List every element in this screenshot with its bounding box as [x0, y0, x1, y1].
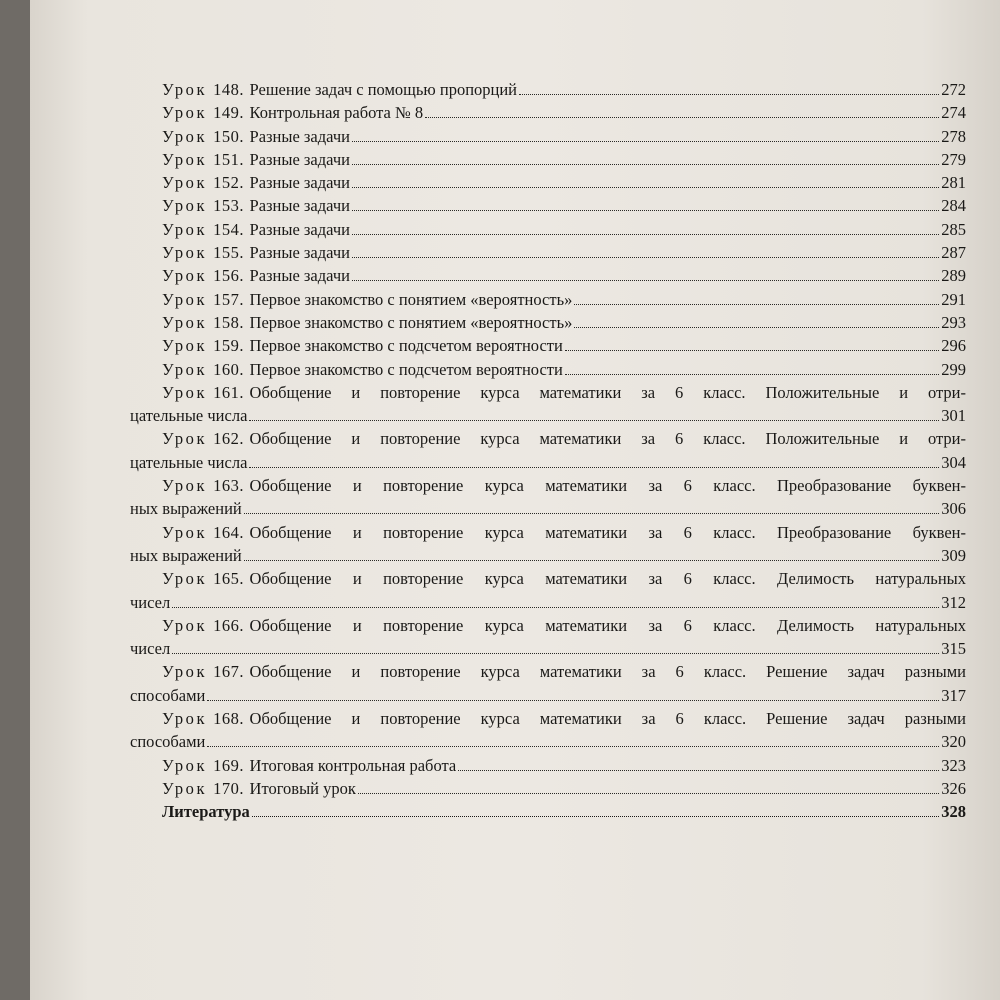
lesson-title: Первое знакомство с подсчетом вероятности — [249, 336, 563, 356]
toc-entry-line: Урок 170 . Итоговый урок 326 — [130, 777, 966, 800]
literature-entry — [130, 800, 966, 823]
toc-entry-line: Урок 165 . Обобщение и повторение курса математики за 6 класс. Делимость натуральных — [130, 567, 966, 590]
lesson-number: 157 — [213, 289, 240, 309]
lesson-number: 165 — [213, 569, 240, 589]
toc-entry-line: Урок 148 . Решение задач с помощью пропорций 272 — [130, 78, 966, 101]
toc-entry-line: Урок 155 . Разные задачи 287 — [130, 241, 966, 264]
dot-leader — [565, 349, 939, 351]
lesson-label: Урок — [162, 289, 208, 309]
lesson-title: Обобщение и повторение курса математики за 6 класс. Преобразование буквен- — [249, 476, 966, 496]
toc-entry — [130, 241, 966, 264]
toc-entry-line — [130, 591, 966, 614]
dot-leader — [352, 140, 939, 142]
page-number: 279 — [941, 149, 966, 169]
toc-entry — [130, 660, 966, 707]
toc-entry — [130, 125, 966, 148]
lesson-label: Урок — [162, 522, 208, 542]
toc-entry — [130, 334, 966, 357]
page-number: 278 — [941, 126, 966, 146]
page-number: 272 — [941, 80, 966, 99]
toc-entry — [130, 288, 966, 311]
toc-entry-line: Урок 157 . Первое знакомство с понятием «вероятность» 291 — [130, 288, 966, 311]
lesson-label: Урок — [162, 569, 208, 589]
lesson-title-continued: цательные числа — [130, 452, 248, 472]
toc-entry — [130, 171, 966, 194]
page-number: 281 — [941, 173, 966, 193]
lesson-number: 151 — [213, 149, 240, 169]
lesson-title: Разные задачи — [249, 219, 350, 239]
lesson-title-continued: чисел — [130, 639, 171, 659]
toc-entry — [130, 381, 966, 428]
lesson-title: Обобщение и повторение курса математики за 6 класс. Делимость натуральных — [249, 615, 966, 635]
lesson-label: Урок — [162, 755, 208, 775]
toc-entry-line: Урок 169 . Итоговая контрольная работа 323 — [130, 754, 966, 777]
toc-entry-line: Урок 167 . Обобщение и повторение курса математики за 6 класс. Решение задач разными — [130, 660, 966, 683]
lesson-title: Обобщение и повторение курса математики за 6 класс. Делимость натуральных — [249, 569, 966, 589]
toc-entry-line: Урок 162 . Обобщение и повторение курса математики за 6 класс. Положительные и отри- — [130, 427, 966, 450]
page-number: 301 — [941, 406, 966, 426]
lesson-title-continued: чисел — [130, 592, 171, 612]
lesson-number: 163 — [213, 476, 240, 496]
lesson-title-continued: способами — [130, 685, 206, 705]
lesson-title-continued: ных выражений — [130, 499, 242, 519]
lesson-title: Разные задачи — [249, 196, 350, 216]
book-page — [30, 0, 1000, 1000]
toc-entry-line: Урок 166 . Обобщение и повторение курса математики за 6 класс. Делимость натуральных — [130, 614, 966, 637]
lesson-label: Урок — [162, 173, 208, 193]
toc-entry — [130, 754, 966, 777]
dot-leader — [458, 769, 939, 771]
page-number: 274 — [941, 103, 966, 123]
lesson-label: Урок — [162, 709, 208, 729]
lesson-label: Урок — [162, 103, 208, 123]
lesson-number: 153 — [213, 196, 240, 216]
page-number: 312 — [941, 592, 966, 612]
toc-entry — [130, 264, 966, 287]
lesson-title: Разные задачи — [249, 126, 350, 146]
page-number: 299 — [941, 359, 966, 379]
lesson-title: Обобщение и повторение курса математики за 6 класс. Решение задач разными — [249, 709, 966, 729]
toc-entry — [130, 474, 966, 521]
lesson-label: Урок — [162, 615, 208, 635]
page-number: 289 — [941, 266, 966, 286]
toc-entry — [130, 567, 966, 614]
dot-leader — [249, 419, 939, 421]
dot-leader — [352, 209, 939, 211]
lesson-number: 156 — [213, 266, 240, 286]
toc-entry-line — [130, 544, 966, 567]
toc-entry — [130, 521, 966, 568]
page-number: 317 — [941, 685, 966, 705]
dot-leader — [519, 93, 939, 95]
lesson-title: Решение задач с помощью пропорций — [249, 80, 518, 99]
dot-leader — [207, 699, 939, 701]
dot-leader — [352, 233, 939, 235]
toc-entry-line: Урок 150 . Разные задачи 278 — [130, 125, 966, 148]
lesson-title: Разные задачи — [249, 243, 350, 263]
toc-entry-line — [130, 730, 966, 753]
lesson-label: Урок — [162, 778, 208, 798]
lesson-title: Разные задачи — [249, 266, 350, 286]
lesson-title-continued: ных выражений — [130, 545, 242, 565]
lesson-title: Обобщение и повторение курса математики за 6 класс. Положительные и отри- — [249, 382, 966, 402]
toc-entry — [130, 101, 966, 124]
lesson-label: Урок — [162, 312, 208, 332]
toc-entry — [130, 194, 966, 217]
toc-entry — [130, 311, 966, 334]
lesson-label: Урок — [162, 382, 208, 402]
lesson-title: Обобщение и повторение курса математики за 6 класс. Решение задач разными — [249, 662, 966, 682]
toc-entry-line: Урок 153 . Разные задачи 284 — [130, 194, 966, 217]
lesson-label: Урок — [162, 662, 208, 682]
lesson-title-continued: способами — [130, 732, 206, 752]
toc-entry-line — [130, 497, 966, 520]
toc-entry-line: Урок 159 . Первое знакомство с подсчетом вероятности 296 — [130, 334, 966, 357]
lesson-number: 152 — [213, 173, 240, 193]
page-number: 309 — [941, 545, 966, 565]
dot-leader — [249, 466, 939, 468]
toc-entry-line: Урок 164 . Обобщение и повторение курса математики за 6 класс. Преобразование буквен- — [130, 521, 966, 544]
page-number: 293 — [941, 312, 966, 332]
page-number: 284 — [941, 196, 966, 216]
toc-entry-line: Урок 163 . Обобщение и повторение курса математики за 6 класс. Преобразование буквен- — [130, 474, 966, 497]
toc-entry — [130, 614, 966, 661]
lesson-title: Итоговый урок — [249, 778, 356, 798]
lesson-label: Урок — [162, 149, 208, 169]
lesson-number: 168 — [213, 709, 240, 729]
page-number: 323 — [941, 755, 966, 775]
dot-leader — [358, 792, 939, 794]
toc-entry-line: Урок 152 . Разные задачи 281 — [130, 171, 966, 194]
lesson-number: 170 — [213, 778, 240, 798]
toc-entry-line — [130, 451, 966, 474]
dot-leader — [565, 373, 939, 375]
dot-leader — [574, 303, 939, 305]
toc-entry-line — [130, 637, 966, 660]
lesson-number: 161 — [213, 382, 240, 402]
lesson-label: Урок — [162, 126, 208, 146]
lesson-title: Обобщение и повторение курса математики за 6 класс. Преобразование буквен- — [249, 522, 966, 542]
dot-leader — [172, 606, 939, 608]
lesson-number: 162 — [213, 429, 240, 449]
page-number: 328 — [941, 802, 966, 822]
lesson-number: 158 — [213, 312, 240, 332]
toc-entry — [130, 707, 966, 754]
lesson-title: Первое знакомство с понятием «вероятность» — [249, 289, 573, 309]
page-number: 296 — [941, 336, 966, 356]
dot-leader — [244, 512, 940, 514]
dot-leader — [574, 326, 939, 328]
lesson-label: Урок — [162, 359, 208, 379]
lesson-title: Разные задачи — [249, 173, 350, 193]
literature-title: Литература — [162, 802, 250, 822]
lesson-label: Урок — [162, 196, 208, 216]
lesson-label: Урок — [162, 266, 208, 286]
lesson-number: 164 — [213, 522, 240, 542]
toc-entry — [130, 777, 966, 800]
toc-entry-line — [130, 404, 966, 427]
page-number: 306 — [941, 499, 966, 519]
lesson-title: Первое знакомство с подсчетом вероятности — [249, 359, 563, 379]
toc-entry-line: Урок 168 . Обобщение и повторение курса математики за 6 класс. Решение задач разными — [130, 707, 966, 730]
toc-entry — [130, 358, 966, 381]
lesson-number: 154 — [213, 219, 240, 239]
lesson-number: 155 — [213, 243, 240, 263]
toc-entry — [130, 78, 966, 101]
page-number: 326 — [941, 778, 966, 798]
toc-entry-line — [130, 684, 966, 707]
toc-entry-line: Урок 156 . Разные задачи 289 — [130, 264, 966, 287]
page-number: 291 — [941, 289, 966, 309]
lesson-label: Урок — [162, 336, 208, 356]
lesson-number: 159 — [213, 336, 240, 356]
lesson-title: Итоговая контрольная работа — [249, 755, 457, 775]
toc-entry — [130, 148, 966, 171]
lesson-label: Урок — [162, 80, 208, 99]
lesson-label: Урок — [162, 243, 208, 263]
dot-leader — [352, 279, 939, 281]
lesson-number: 166 — [213, 615, 240, 635]
page-number: 320 — [941, 732, 966, 752]
dot-leader — [352, 256, 939, 258]
lesson-title: Первое знакомство с понятием «вероятность» — [249, 312, 573, 332]
lesson-number: 167 — [213, 662, 240, 682]
lesson-title: Контрольная работа № 8 — [249, 103, 424, 123]
lesson-label: Урок — [162, 429, 208, 449]
page-number: 304 — [941, 452, 966, 472]
lesson-number: 160 — [213, 359, 240, 379]
dot-leader — [207, 745, 939, 747]
toc-entry-line: Урок 160 . Первое знакомство с подсчетом вероятности 299 — [130, 358, 966, 381]
lesson-label: Урок — [162, 219, 208, 239]
dot-leader — [244, 559, 940, 561]
page-number: 287 — [941, 243, 966, 263]
lesson-number: 148 — [213, 80, 240, 99]
toc-entry-line: Урок 149 . Контрольная работа № 8 274 — [130, 101, 966, 124]
page-number: 315 — [941, 639, 966, 659]
dot-leader — [172, 652, 939, 654]
lesson-title: Обобщение и повторение курса математики за 6 класс. Положительные и отри- — [249, 429, 966, 449]
lesson-number: 169 — [213, 755, 240, 775]
dot-leader — [352, 186, 939, 188]
lesson-label: Урок — [162, 476, 208, 496]
lesson-title: Разные задачи — [249, 149, 350, 169]
dot-leader — [425, 116, 939, 118]
toc-entry-line: Урок 154 . Разные задачи 285 — [130, 218, 966, 241]
lesson-number: 150 — [213, 126, 240, 146]
toc-entry-line: Урок 151 . Разные задачи 279 — [130, 148, 966, 171]
toc-entry-line: Урок 161 . Обобщение и повторение курса математики за 6 класс. Положительные и отри- — [130, 381, 966, 404]
dot-leader — [252, 815, 939, 817]
dot-leader — [352, 163, 939, 165]
toc-entry — [130, 427, 966, 474]
toc-entry — [130, 218, 966, 241]
page-number: 285 — [941, 219, 966, 239]
toc-entry-line: Урок 158 . Первое знакомство с понятием «вероятность» 293 — [130, 311, 966, 334]
lesson-title-continued: цательные числа — [130, 406, 248, 426]
lesson-number: 149 — [213, 103, 240, 123]
table-of-contents — [130, 78, 966, 824]
